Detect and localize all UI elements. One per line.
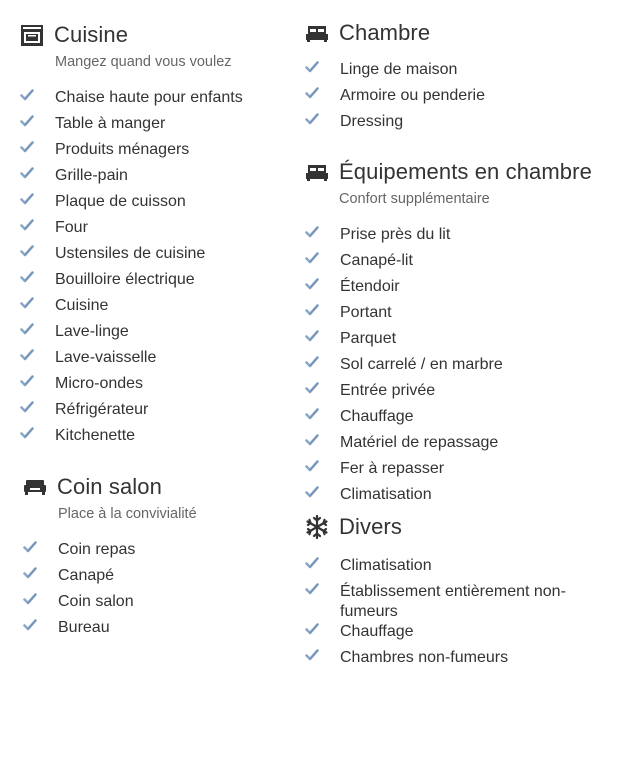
list-item-label: Étendoir: [340, 278, 400, 295]
list-item: [20, 192, 290, 218]
section-title: Équipements en chambre: [339, 159, 592, 184]
section-subtitle: Place à la convivialité: [58, 506, 197, 522]
checkmark-icon: [20, 426, 34, 440]
list-item-label: Chauffage: [340, 623, 414, 640]
list-item: [20, 88, 290, 114]
list-item-label: Chambres non-fumeurs: [340, 649, 509, 666]
list-item: [305, 277, 615, 303]
checkmark-icon: [20, 88, 34, 102]
checkmark-icon: [20, 322, 34, 336]
list-item: [305, 407, 615, 433]
checkmark-icon: [305, 86, 319, 100]
left-column: [20, 0, 290, 636]
section-cuisine: [20, 20, 290, 452]
list-item: [305, 648, 605, 674]
oven-icon: [20, 23, 44, 47]
list-item: [305, 86, 605, 112]
list-item: [20, 244, 290, 270]
amenity-list: [23, 540, 290, 644]
list-item-label: Bouilloire électrique: [55, 271, 195, 288]
section-header: [305, 18, 605, 48]
list-item-label: Dressing: [340, 113, 404, 130]
list-item: [305, 329, 615, 355]
checkmark-icon: [305, 485, 319, 499]
list-item: [305, 459, 615, 485]
sofa-icon: [23, 475, 47, 499]
list-item: [305, 112, 605, 138]
checkmark-icon: [305, 582, 319, 596]
checkmark-icon: [305, 112, 319, 126]
checkmark-icon: [20, 192, 34, 206]
section-title: Divers: [339, 514, 402, 539]
section-header: [20, 20, 290, 50]
section-coin-salon: [20, 472, 290, 644]
checkmark-icon: [20, 218, 34, 232]
list-item: [305, 622, 605, 648]
bed-icon: [305, 21, 329, 45]
snowflake-icon: [305, 515, 329, 539]
list-item: [305, 303, 615, 329]
list-item-label: Canapé: [58, 567, 115, 584]
checkmark-icon: [305, 355, 319, 369]
checkmark-icon: [20, 296, 34, 310]
checkmark-icon: [20, 348, 34, 362]
list-item: [305, 381, 615, 407]
checkmark-icon: [20, 140, 34, 154]
list-item-label: Cuisine: [55, 297, 109, 314]
checkmark-icon: [305, 251, 319, 265]
list-item-label: Réfrigérateur: [55, 401, 149, 418]
checkmark-icon: [20, 166, 34, 180]
list-item: [20, 374, 290, 400]
checkmark-icon: [23, 540, 37, 554]
section-header: [305, 157, 615, 187]
list-item: [305, 556, 605, 582]
checkmark-icon: [305, 622, 319, 636]
checkmark-icon: [305, 459, 319, 473]
checkmark-icon: [20, 270, 34, 284]
list-item-label: Canapé-lit: [340, 252, 413, 269]
list-item: [305, 355, 615, 381]
section-divers: [305, 512, 605, 674]
list-item-label: Climatisation: [340, 486, 432, 503]
list-item: [20, 270, 290, 296]
list-item-label: Matériel de repassage: [340, 434, 499, 451]
checkmark-icon: [305, 225, 319, 239]
list-item: [20, 296, 290, 322]
list-item: [23, 618, 290, 644]
checkmark-icon: [305, 407, 319, 421]
list-item: [305, 485, 615, 511]
list-item: [20, 218, 290, 244]
section-title: Coin salon: [57, 474, 162, 499]
section-subtitle: Mangez quand vous voulez: [55, 54, 232, 70]
checkmark-icon: [20, 374, 34, 388]
bed-icon: [305, 160, 329, 184]
amenity-list: [305, 225, 615, 511]
list-item-label: Table à manger: [55, 115, 166, 132]
list-item-label: Micro-ondes: [55, 375, 144, 392]
checkmark-icon: [23, 566, 37, 580]
list-item: [305, 433, 615, 459]
amenity-list: [305, 60, 605, 138]
checkmark-icon: [305, 303, 319, 317]
checkmark-icon: [305, 433, 319, 447]
list-item-label: Linge de maison: [340, 61, 458, 78]
list-item: [305, 251, 615, 277]
checkmark-icon: [305, 60, 319, 74]
list-item-label: Kitchenette: [55, 427, 136, 444]
list-item-label: Lave-vaisselle: [55, 349, 157, 366]
section-title: Cuisine: [54, 22, 129, 47]
amenity-list: [20, 88, 290, 452]
list-item-label: Chauffage: [340, 408, 414, 425]
list-item-label: Coin salon: [58, 593, 134, 610]
list-item-label: Plaque de cuisson: [55, 193, 186, 210]
list-item-label: Chaise haute pour enfants: [55, 89, 243, 106]
list-item-label: Coin repas: [58, 541, 136, 558]
section-equipements: [305, 157, 615, 511]
list-item: [20, 114, 290, 140]
list-item-label: Sol carrelé / en marbre: [340, 356, 503, 373]
list-item: [20, 348, 290, 374]
list-item-label: Four: [55, 219, 88, 236]
list-item: [305, 582, 605, 622]
checkmark-icon: [305, 648, 319, 662]
checkmark-icon: [20, 400, 34, 414]
list-item-label: Bureau: [58, 619, 110, 636]
amenity-list: [305, 556, 605, 674]
list-item-label: Climatisation: [340, 557, 432, 574]
list-item: [20, 400, 290, 426]
checkmark-icon: [20, 114, 34, 128]
list-item: [305, 60, 605, 86]
checkmark-icon: [305, 556, 319, 570]
list-item-label: Parquet: [340, 330, 397, 347]
list-item-label: Armoire ou penderie: [340, 87, 485, 104]
checkmark-icon: [23, 618, 37, 632]
list-item-label: Grille-pain: [55, 167, 128, 184]
list-item: [23, 566, 290, 592]
list-item: [20, 322, 290, 348]
list-item-label: Établissement entièrement non-fumeurs: [340, 583, 566, 620]
checkmark-icon: [23, 592, 37, 606]
checkmark-icon: [305, 277, 319, 291]
section-header: [305, 512, 605, 542]
list-item: [20, 140, 290, 166]
list-item: [305, 225, 615, 251]
checkmark-icon: [305, 381, 319, 395]
list-item-label: Lave-linge: [55, 323, 129, 340]
section-chambre: [305, 18, 605, 138]
list-item-label: Portant: [340, 304, 392, 321]
list-item-label: Produits ménagers: [55, 141, 190, 158]
checkmark-icon: [305, 329, 319, 343]
list-item-label: Fer à repasser: [340, 460, 445, 477]
list-item: [20, 426, 290, 452]
list-item: [20, 166, 290, 192]
list-item-label: Ustensiles de cuisine: [55, 245, 206, 262]
list-item: [23, 592, 290, 618]
section-header: [20, 472, 290, 502]
list-item-label: Prise près du lit: [340, 226, 451, 243]
section-subtitle: Confort supplémentaire: [339, 191, 490, 207]
list-item-label: Entrée privée: [340, 382, 436, 399]
checkmark-icon: [20, 244, 34, 258]
section-title: Chambre: [339, 20, 431, 45]
list-item: [23, 540, 290, 566]
